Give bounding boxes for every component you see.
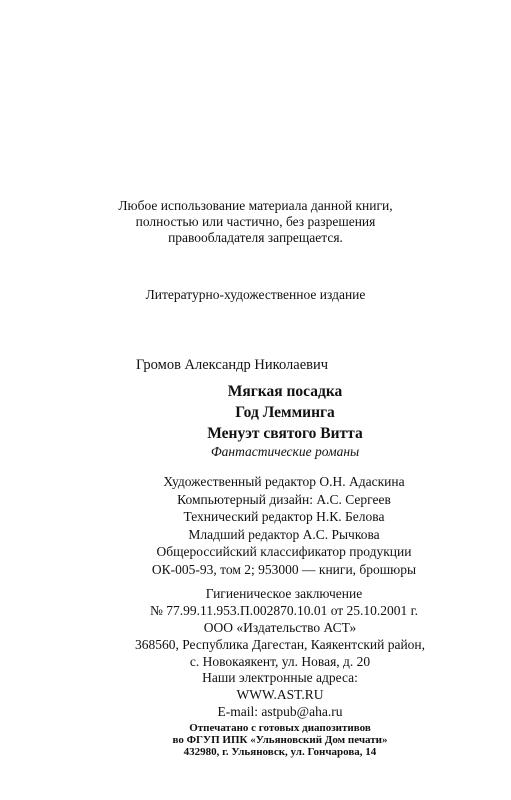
editor-credit: Технический редактор Н.К. Белова [183, 509, 385, 524]
publisher-line: 368560, Республика Дагестан, Каякентский район, [134, 636, 426, 652]
book-title: Менуэт святого Витта [207, 425, 363, 442]
book-title: Год Лемминга [235, 404, 335, 421]
edition-genre: Литературно-художественное издание [145, 287, 366, 302]
editor-credit: Компьютерный дизайн: А.С. Сергеев [177, 491, 391, 507]
publisher-info [100, 620, 460, 721]
publisher-email: E-mail: astpub@aha.ru [217, 703, 343, 719]
publisher-line: ООО «Издательство АСТ» [203, 620, 357, 635]
copyright-notice-line: полностью или частично, без разрешения [135, 214, 376, 229]
product-classifier [134, 543, 434, 578]
copyright-notice-line: Любое использование материала данной книги, [118, 198, 393, 213]
classifier-line: ОК-005-93, том 2; 953000 — книги, брошюры [151, 561, 417, 577]
printer-info [100, 722, 460, 758]
publisher-website: WWW.AST.RU [236, 687, 324, 703]
hygiene-line: № 77.99.11.953.П.002870.10.01 от 25.10.2001 г. [149, 603, 419, 618]
editor-credit: Художественный редактор О.Н. Адаскина [163, 474, 405, 489]
copyright-notice-line: правообладателя запрещается. [168, 230, 343, 245]
printer-line: 432980, г. Ульяновск, ул. Гончарова, 14 [183, 746, 377, 758]
publisher-line: с. Новокаякент, ул. Новая, д. 20 [189, 653, 371, 669]
book-titles [180, 381, 390, 444]
copyright-notice [0, 198, 511, 246]
hygiene-certificate [134, 585, 434, 619]
printer-line: Отпечатано с готовых диапозитивов [189, 722, 371, 734]
publisher-line: Наши электронные адреса: [202, 670, 358, 686]
editors-credits [134, 473, 434, 543]
author-name: Громов Александр Николаевич [135, 357, 329, 373]
classifier-line: Общероссийский классификатор продукции [156, 544, 412, 559]
editor-credit: Младший редактор А.С. Рычкова [188, 526, 380, 542]
book-title: Мягкая посадка [227, 383, 343, 400]
book-subtitle: Фантастические романы [210, 444, 360, 459]
printer-line: во ФГУП ИПК «Ульяновский Дом печати» [172, 734, 388, 746]
hygiene-line: Гигиеническое заключение [205, 586, 363, 601]
